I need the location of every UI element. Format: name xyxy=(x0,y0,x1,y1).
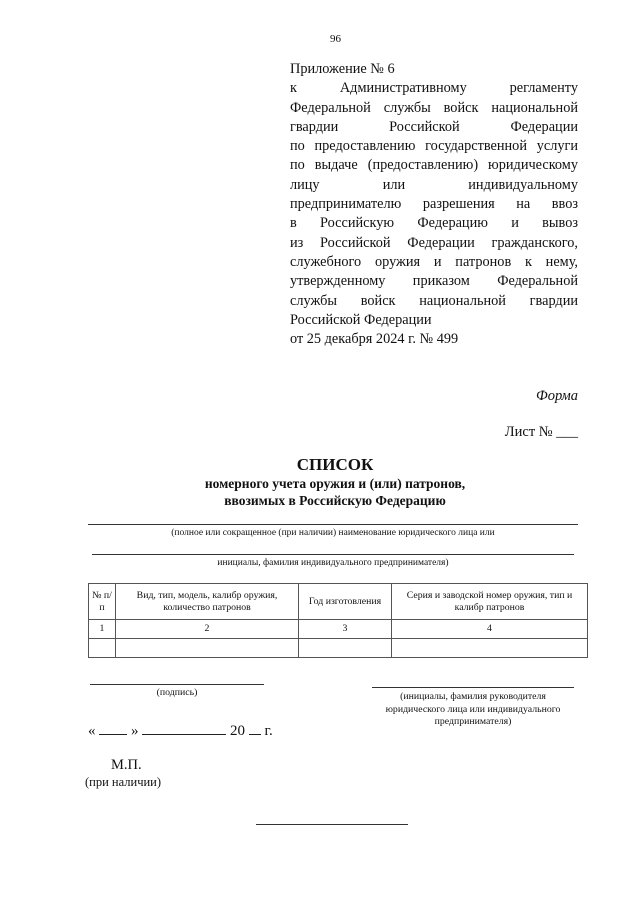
form-label: Форма xyxy=(536,388,578,404)
appendix-line: службы войск национальной гвардии xyxy=(290,292,578,309)
table-cell: 4 xyxy=(392,620,588,639)
date-year-blank[interactable] xyxy=(249,722,261,735)
date-field xyxy=(88,722,273,740)
table-cell-empty[interactable] xyxy=(299,639,392,658)
page-number: 96 xyxy=(330,33,341,45)
table-cell-empty[interactable] xyxy=(89,639,116,658)
signatory-caption-line-3: предпринимателя) xyxy=(434,716,512,727)
document-title xyxy=(160,455,510,509)
stamp-note: (при наличии) xyxy=(85,775,162,789)
table-cell: 2 xyxy=(116,620,299,639)
appendix-line: из Российской Федерации гражданского, xyxy=(290,234,578,251)
appendix-line: утвержденному приказом Федеральной xyxy=(290,273,578,290)
date-day-blank[interactable] xyxy=(99,722,127,735)
footer-divider xyxy=(256,824,408,825)
title-sub-2: ввозимых в Российскую Федерацию xyxy=(224,493,446,508)
date-year-suffix: г. xyxy=(264,723,273,739)
appendix-line: Приложение № 6 xyxy=(290,61,395,77)
table-cell-empty[interactable] xyxy=(116,639,299,658)
appendix-line: Федеральной службы войск национальной xyxy=(290,99,578,116)
signatory-name-line[interactable] xyxy=(372,687,574,688)
table-cell: 3 xyxy=(299,620,392,639)
header-cell-year: Год изготовления xyxy=(299,584,392,620)
appendix-line: гвардии Российской Федерации xyxy=(290,118,578,135)
signatory-caption-line-2: юридического лица или индивидуального xyxy=(385,703,561,715)
signatory-caption xyxy=(372,691,574,729)
sheet-number-label: Лист № ___ xyxy=(504,424,578,440)
signatory-caption-line-1: (инициалы, фамилия руководителя xyxy=(400,691,546,702)
appendix-line: Российской Федерации xyxy=(290,311,432,328)
table-header-row xyxy=(89,584,588,620)
signature-line[interactable] xyxy=(90,684,264,685)
date-open-quote: « xyxy=(88,723,96,739)
table-cell: 1 xyxy=(89,620,116,639)
signature-caption: (подпись) xyxy=(156,687,198,698)
header-cell-serial: Серия и заводской номер оружия, тип и калибр патронов xyxy=(392,584,588,620)
appendix-line: от 25 декабря 2024 г. № 499 xyxy=(290,331,459,348)
entity-name-line-2[interactable] xyxy=(92,554,574,555)
appendix-line: по предоставлению государственной услуги xyxy=(290,138,578,155)
appendix-line: по выдаче (предоставлению) юридическому xyxy=(290,157,578,174)
date-close-quote: » xyxy=(131,723,139,739)
table-row xyxy=(89,639,588,658)
weapons-register-table xyxy=(88,583,588,658)
appendix-line: лицу или индивидуальному xyxy=(290,176,578,193)
header-cell-number: № п/п xyxy=(89,584,116,620)
header-cell-type: Вид, тип, модель, калибр оружия, количество патронов xyxy=(116,584,299,620)
entity-caption-1: (полное или сокращенное (при наличии) наименование юридического лица или xyxy=(171,528,495,538)
stamp-label: М.П. xyxy=(111,757,142,773)
entity-caption-2: инициалы, фамилия индивидуального предпринимателя) xyxy=(217,558,449,568)
title-main: СПИСОК xyxy=(296,455,374,474)
table-cell-empty[interactable] xyxy=(392,639,588,658)
table-numbering-row xyxy=(89,620,588,639)
date-month-blank[interactable] xyxy=(142,722,226,735)
appendix-line: служебного оружия и патронов к нему, xyxy=(290,253,578,270)
title-sub-1: номерного учета оружия и (или) патронов, xyxy=(204,476,466,491)
appendix-line: предпринимателю разрешения на ввоз xyxy=(290,196,578,213)
appendix-line: к Административному регламенту xyxy=(290,80,578,97)
appendix-block xyxy=(290,60,578,349)
date-year-prefix: 20 xyxy=(230,723,245,739)
appendix-line: в Российскую Федерацию и вывоз xyxy=(290,215,578,232)
entity-name-line-1[interactable] xyxy=(88,524,578,525)
